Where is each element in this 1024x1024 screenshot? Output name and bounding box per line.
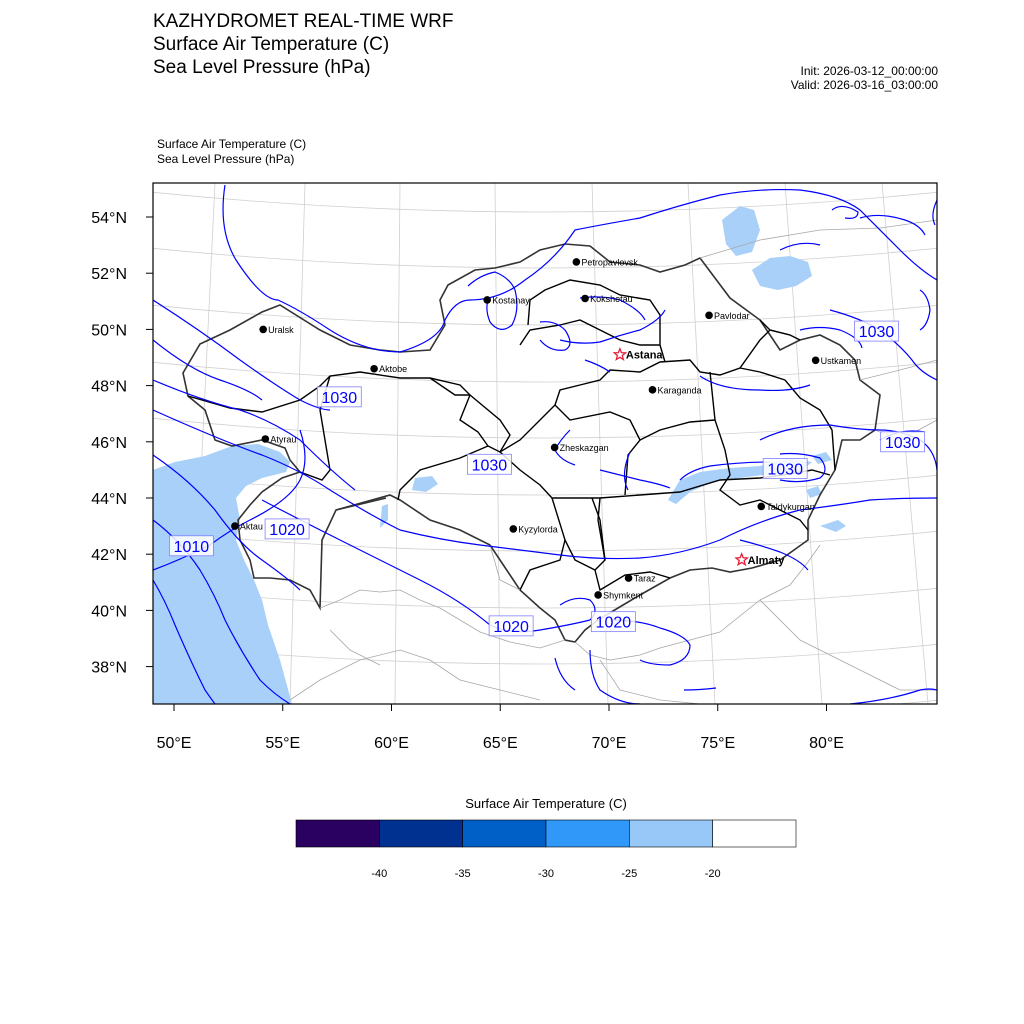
city-kyzylorda [510,524,558,534]
lat-tick-label: 42°N [91,547,127,565]
city-dot-icon [231,522,239,530]
colorbar-swatch [296,820,379,847]
subtitle-line-1: Surface Air Temperature (C) [157,137,307,151]
subtitle-line-2: Sea Level Pressure (hPa) [157,152,295,166]
city-label: Karaganda [657,385,702,396]
city-astana [614,349,663,362]
city-karaganda [649,385,702,395]
lat-tick-label: 48°N [91,378,127,396]
city-dot-icon [705,312,713,320]
isobar-label [265,519,309,539]
city-ustkamen [812,356,861,366]
isobar-label-text: 1020 [493,618,529,636]
issyk-kul [820,520,846,532]
lon-tick-label: 80°E [809,735,844,752]
colorbar-swatch [546,820,629,847]
isobars [153,185,937,704]
city-dot-icon [262,435,270,443]
lat-tick-label: 40°N [91,603,127,621]
city-dot-icon [812,357,820,365]
city-label: Zheskazgan [559,442,609,453]
isobar-label [489,616,533,636]
colorbar-tick-label: -25 [621,868,638,880]
isobar-label-text: 1020 [595,614,632,632]
lat-tick-label: 46°N [91,434,127,452]
city-label: Uralsk [268,324,294,335]
isobar-label-text: 1030 [884,434,921,452]
city-label: Petropavlovsk [581,257,638,268]
capital-star-icon [736,554,747,565]
city-label: Kostanay [492,295,530,306]
city-dot-icon [625,574,633,582]
city-dot-icon [573,258,581,266]
valid-time: Valid: 2026-03-16_03:00:00 [790,78,938,92]
city-dot-icon [581,295,589,303]
city-label: Aktau [239,521,263,532]
city-label: Astana [625,349,663,362]
colorbar-tick-label: -40 [371,868,388,880]
latitude-axis [91,210,153,677]
north-lake-1 [722,206,760,256]
colorbar-swatch [713,820,796,847]
lat-tick-label: 44°N [91,491,127,508]
colorbar-swatch [379,820,462,847]
aral-sea-west [380,504,388,528]
city-shymkent [594,590,643,600]
isobar-label [467,454,511,474]
city-label: Almaty [747,554,785,567]
lake-zaysan [812,452,832,464]
city-label: Ustkamen [820,355,862,366]
lon-tick-label: 65°E [482,735,518,752]
city-pavlodar [705,311,749,321]
city-dot-icon [649,386,657,394]
city-kokshetau [581,294,632,304]
city-label: Taraz [633,573,656,584]
caspian-sea [153,444,292,704]
aral-sea [412,476,438,492]
city-label: Kokshetau [590,293,633,304]
city-label: Aktobe [379,364,408,375]
colorbar-swatch [629,820,712,847]
lat-tick-label: 50°N [91,322,127,340]
colorbar-tick-label: -20 [704,868,721,880]
city-aktobe [370,364,407,374]
north-lake-2 [752,256,812,290]
lon-tick-label: 75°E [700,735,736,752]
title-line-3: Sea Level Pressure (hPa) [153,57,371,78]
city-taldykurgan [757,502,814,512]
longitude-axis [157,704,844,752]
isobar-label-text: 1010 [173,538,210,556]
isobar-label-text: 1030 [858,324,895,342]
isobar-label [855,321,899,341]
city-label: Shymkent [603,590,644,601]
map-content [150,183,940,720]
city-label: Pavlodar [714,310,750,321]
lon-tick-label: 50°E [156,735,192,752]
isobar-label [591,612,635,632]
city-label: Atyrau [270,434,297,445]
city-label: Taldykurgan [766,501,815,512]
isobar-label [169,536,213,556]
isobar-label [763,458,807,478]
colorbar-tick-label: -30 [538,868,554,880]
title-line-1: KAZHYDROMET REAL-TIME WRF [153,11,454,32]
lon-tick-label: 55°E [265,735,301,752]
lon-tick-label: 60°E [374,735,409,752]
lat-tick-label: 38°N [91,659,127,677]
city-almaty [736,554,785,567]
city-dot-icon [259,326,267,334]
city-dot-icon [483,296,491,304]
colorbar-tick-label: -35 [454,868,471,880]
lat-tick-label: 54°N [91,210,127,227]
city-label: Kyzylorda [518,524,558,535]
colorbar-title: Surface Air Temperature (C) [465,796,627,811]
isobar-label-text: 1030 [471,457,508,475]
lon-tick-label: 70°E [591,735,627,752]
city-markers [231,257,861,600]
isobar-label [881,432,925,452]
city-dot-icon [370,365,378,373]
city-dot-icon [594,591,602,599]
city-atyrau [262,434,297,444]
city-dot-icon [510,525,518,533]
city-dot-icon [757,503,765,511]
lat-tick-label: 52°N [91,266,127,284]
isobar-label-text: 1030 [321,389,358,407]
city-petropavlovsk [573,257,639,267]
isobar-label-text: 1020 [269,521,305,539]
city-dot-icon [551,444,559,452]
city-zheskazgan [551,443,609,453]
city-kostanay [483,295,530,305]
city-taraz [625,574,656,584]
title-line-2: Surface Air Temperature (C) [153,34,390,55]
capital-star-icon [614,349,625,360]
isobar-label [317,387,361,407]
isobar-label-text: 1030 [767,461,803,479]
colorbar-swatch [463,820,546,847]
init-time: Init: 2026-03-12_00:00:00 [800,64,938,78]
city-uralsk [259,325,294,335]
temperature-colorbar [296,820,796,880]
